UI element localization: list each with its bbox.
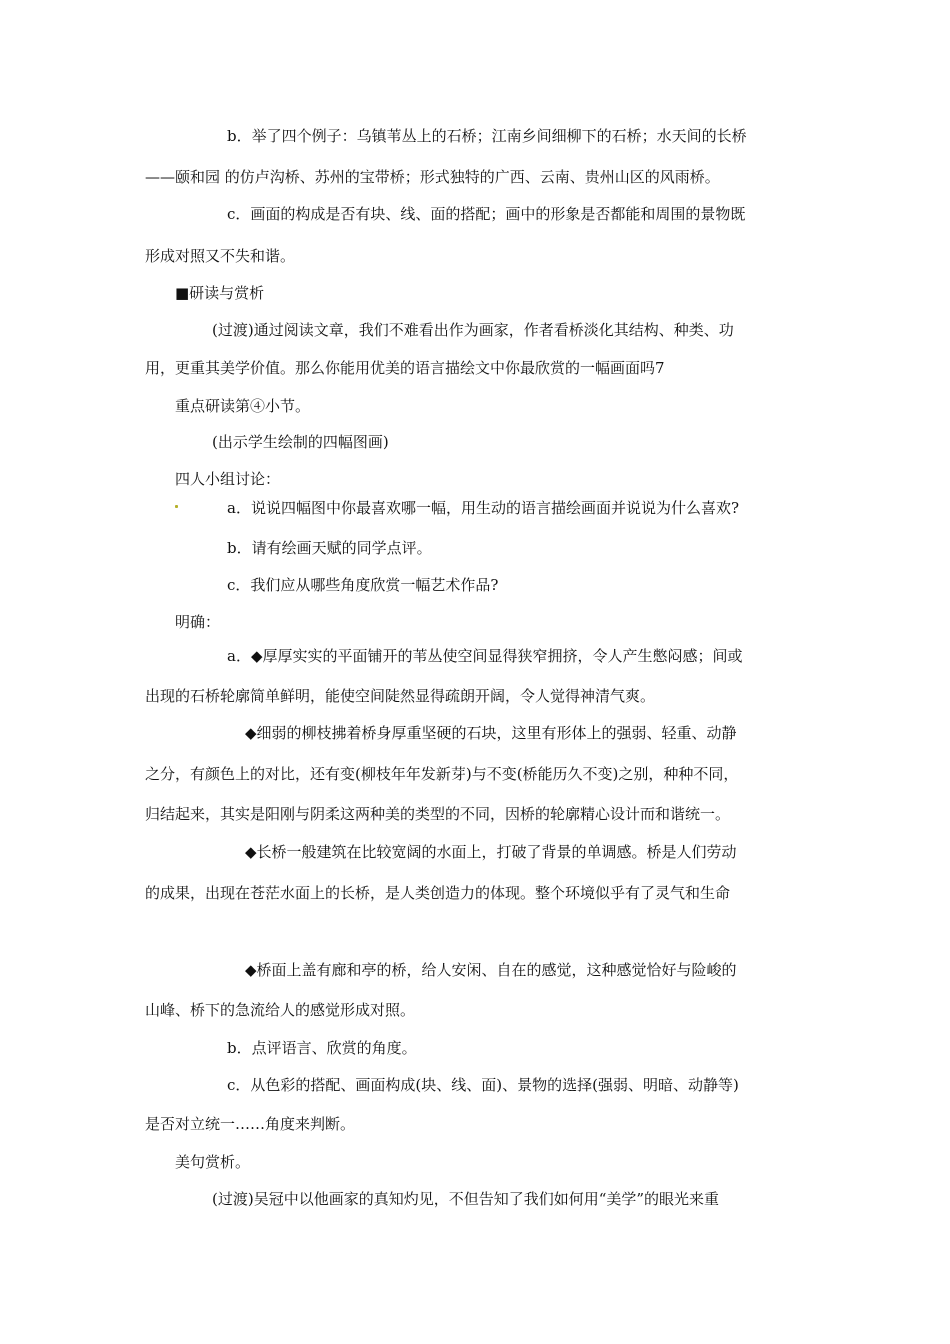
text-line: 山峰、桥下的急流给人的感觉形成对照。 [145, 1001, 416, 1019]
text-line: 归结起来，其实是阳刚与阴柔这两种美的类型的不同，因桥的轮廓精心设计而和谐统一。 [145, 805, 731, 823]
text-line: a．◆厚厚实实的平面铺开的苇丛使空间显得狭窄拥挤，令人产生憋闷感；间或 [227, 647, 743, 665]
text-line: 四人小组讨论： [175, 470, 281, 488]
text-line: b．举了四个例子：乌镇苇丛上的石桥；江南乡间细柳下的石桥；水天间的长桥 [227, 127, 747, 145]
text-line: ◆细弱的柳枝拂着桥身厚重坚硬的石块，这里有形体上的强弱、轻重、动静 [245, 724, 737, 742]
text-line: ◆桥面上盖有廊和亭的桥，给人安闲、自在的感觉，这种感觉恰好与险峻的 [245, 961, 737, 979]
text-line: (过渡)吴冠中以他画家的真知灼见，不但告知了我们如何用“美学”的眼光来重 [212, 1190, 720, 1208]
text-line: a．说说四幅图中你最喜欢哪一幅，用生动的语言描绘画面并说说为什么喜欢? [227, 499, 739, 517]
text-line: ◆长桥一般建筑在比较宽阔的水面上，打破了背景的单调感。桥是人们劳动 [245, 843, 737, 861]
text-line: 的成果，出现在苍茫水面上的长桥，是人类创造力的体现。整个环境似乎有了灵气和生命 [145, 884, 731, 902]
text-line: 重点研读第④小节。 [175, 397, 311, 415]
margin-dot [175, 505, 178, 508]
text-line: 用，更重其美学价值。那么你能用优美的语言描绘文中你最欣赏的一幅画面吗7 [145, 359, 665, 377]
text-line: b．点评语言、欣赏的角度。 [227, 1039, 417, 1057]
text-line: 出现的石桥轮廓简单鲜明，能使空间陡然显得疏朗开阔，令人觉得神清气爽。 [145, 687, 656, 705]
text-line: ——颐和园 的仿卢沟桥、苏州的宝带桥；形式独特的广西、云南、贵州山区的风雨桥。 [145, 168, 720, 186]
text-line: c．从色彩的搭配、画面构成(块、线、面)、景物的选择(强弱、明暗、动静等) [227, 1076, 739, 1094]
text-line: 是否对立统一……角度来判断。 [145, 1115, 356, 1133]
text-line: 明确： [175, 613, 221, 631]
text-line: (出示学生绘制的四幅图画) [212, 433, 389, 451]
text-line: b．请有绘画天赋的同学点评。 [227, 539, 432, 557]
text-line: 之分，有颜色上的对比，还有变(柳枝年年发新芽)与不变(桥能历久不变)之别，种种不同， [145, 765, 739, 783]
text-line: 形成对照又不失和谐。 [145, 247, 296, 265]
text-line: 美句赏析。 [175, 1153, 251, 1171]
section-heading: ■研读与赏析 [175, 284, 265, 302]
text-line: (过渡)通过阅读文章，我们不难看出作为画家，作者看桥淡化其结构、种类、功 [212, 321, 734, 339]
text-line: c．画面的构成是否有块、线、面的搭配；画中的形象是否都能和周围的景物既 [227, 205, 746, 223]
text-line: c．我们应从哪些角度欣赏一幅艺术作品? [227, 576, 499, 594]
